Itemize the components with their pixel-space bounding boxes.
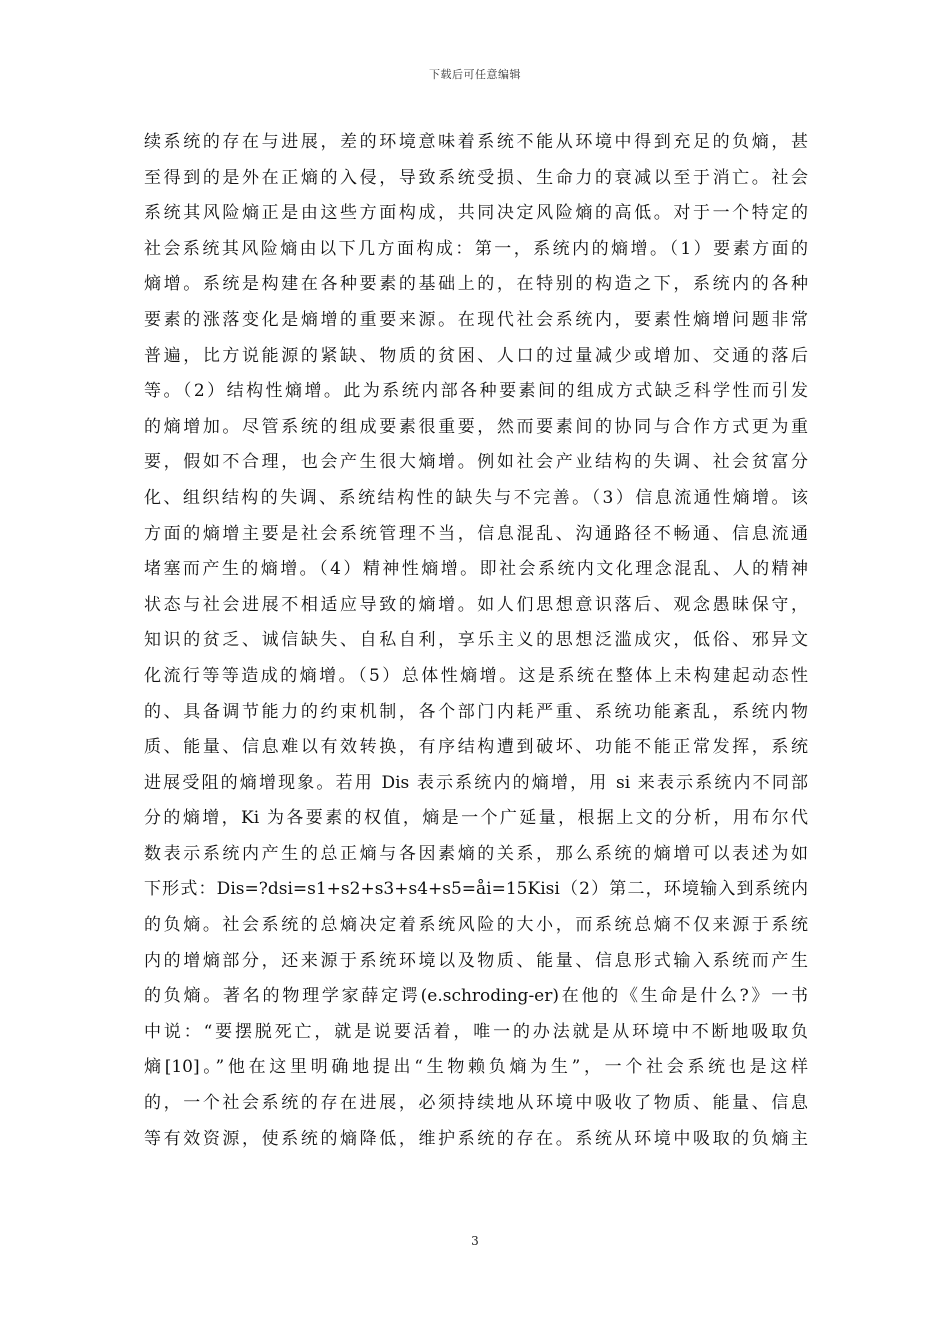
body-line: 至得到的是外在正熵的入侵，导致系统受损、生命力的衰减以至于消亡。社会 xyxy=(144,167,808,188)
body-line: 等有效资源，使系统的熵降低，维护系统的存在。系统从环境中吸取的负熵主 xyxy=(144,1128,808,1149)
body-text xyxy=(144,125,808,1157)
body-line: 化、组织结构的失调、系统结构性的缺失与不完善。（3）信息流通性熵增。该 xyxy=(144,487,808,508)
body-line: 状态与社会进展不相适应导致的熵增。如人们思想意识落后、观念愚昧保守， xyxy=(144,594,808,615)
body-line: 普遍，比方说能源的紧缺、物质的贫困、人口的过量减少或增加、交通的落后 xyxy=(144,345,808,366)
body-line: 进展受阻的熵增现象。若用 Dis 表示系统内的熵增，用 si 来表示系统内不同部 xyxy=(144,772,808,793)
page-number: 3 xyxy=(471,1234,479,1248)
body-line: 系统其风险熵正是由这些方面构成，共同决定风险熵的高低。对于一个特定的 xyxy=(144,203,808,224)
body-line: 社会系统其风险熵由以下几方面构成：第一，系统内的熵增。（1）要素方面的 xyxy=(144,238,808,259)
page-header: 下载后可任意编辑 xyxy=(429,68,521,81)
body-line: 的熵增加。尽管系统的组成要素很重要，然而要素间的协同与合作方式更为重 xyxy=(144,416,808,437)
body-line: 下形式：Dis=?dsi=s1+s2+s3+s4+s5=åi=15Kisi（2）第二，环境输入到系统内 xyxy=(144,879,808,900)
body-line: 的、具备调节能力的约束机制，各个部门内耗严重、系统功能紊乱，系统内物 xyxy=(144,701,808,722)
body-line: 要素的涨落变化是熵增的重要来源。在现代社会系统内，要素性熵增问题非常 xyxy=(144,309,808,330)
body-line: 分的熵增，Ki 为各要素的权值，熵是一个广延量，根据上文的分析，用布尔代 xyxy=(144,808,808,829)
body-line: 堵塞而产生的熵增。（4）精神性熵增。即社会系统内文化理念混乱、人的精神 xyxy=(144,559,808,580)
body-line: 的负熵。社会系统的总熵决定着系统风险的大小，而系统总熵不仅来源于系统 xyxy=(144,915,808,936)
body-line: 熵[10]。”他在这里明确地提出“生物赖负熵为生”，一个社会系统也是这样 xyxy=(144,1057,808,1078)
body-line: 等。（2）结构性熵增。此为系统内部各种要素间的组成方式缺乏科学性而引发 xyxy=(144,381,808,402)
body-line: 质、能量、信息难以有效转换，有序结构遭到破坏、功能不能正常发挥，系统 xyxy=(144,737,808,758)
body-line: 的，一个社会系统的存在进展，必须持续地从环境中吸收了物质、能量、信息 xyxy=(144,1093,808,1114)
body-line: 知识的贫乏、诚信缺失、自私自利，享乐主义的思想泛滥成灾，低俗、邪异文 xyxy=(144,630,808,651)
body-line: 内的增熵部分，还来源于系统环境以及物质、能量、信息形式输入系统而产生 xyxy=(144,950,808,971)
body-line: 熵增。系统是构建在各种要素的基础上的，在特别的构造之下，系统内的各种 xyxy=(144,274,808,295)
body-line: 要，假如不合理，也会产生很大熵增。例如社会产业结构的失调、社会贫富分 xyxy=(144,452,808,473)
body-line: 方面的熵增主要是社会系统管理不当，信息混乱、沟通路径不畅通、信息流通 xyxy=(144,523,808,544)
body-line: 续系统的存在与进展，差的环境意味着系统不能从环境中得到充足的负熵，甚 xyxy=(144,132,808,152)
body-line: 中说：“要摆脱死亡，就是说要活着，唯一的办法就是从环境中不断地吸取负 xyxy=(144,1021,808,1042)
body-line: 的负熵。著名的物理学家薛定谔(e.schroding-er)在他的《生命是什么?》一书 xyxy=(144,986,808,1007)
body-line: 数表示系统内产生的总正熵与各因素熵的关系，那么系统的熵增可以表述为如 xyxy=(144,843,808,864)
body-line: 化流行等等造成的熵增。（5）总体性熵增。这是系统在整体上未构建起动态性 xyxy=(144,665,808,686)
